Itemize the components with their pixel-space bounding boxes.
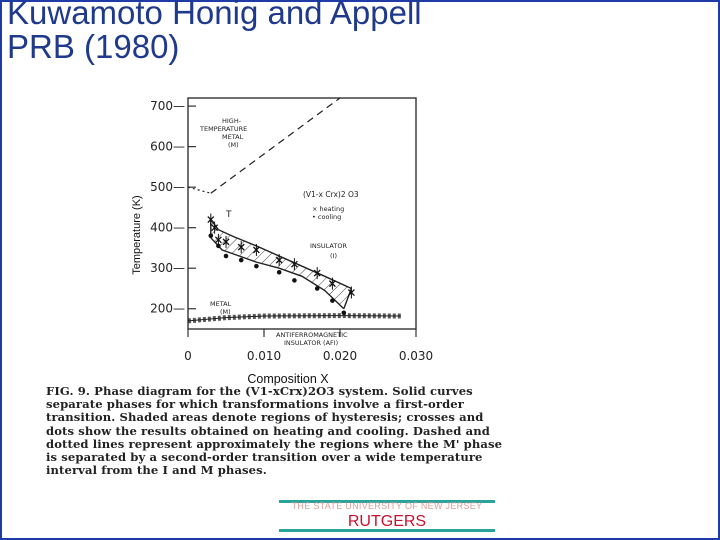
cooling-point — [216, 244, 221, 249]
x-tick-label: 0.020 — [322, 349, 358, 363]
university-name: THE STATE UNIVERSITY OF NEW JERSEY — [291, 501, 483, 511]
annotation-mprime: T — [226, 210, 232, 220]
y-tick-label: 400— — [150, 220, 185, 235]
annotation-insulator-2: (I) — [330, 252, 337, 260]
legend-cooling: • cooling — [312, 213, 342, 221]
cooling-point — [224, 254, 229, 259]
annotation-insulator-1: INSULATOR — [310, 242, 347, 250]
cooling-point — [342, 310, 347, 315]
cooling-point — [209, 233, 214, 238]
annotation-metal-1: METAL — [210, 300, 232, 308]
y-tick-label: 300— — [150, 261, 185, 276]
y-tick-label: 600— — [150, 139, 185, 154]
annotation-formula: (V1-x Crx)2 O3 — [303, 190, 359, 199]
title-line-1: Kuwamoto Honig and Appell — [7, 0, 422, 31]
annotation-high-temp-2: TEMPERATURE — [200, 125, 248, 133]
dotted-boundary-line — [188, 187, 211, 193]
y-tick-label: 200— — [150, 301, 185, 316]
axes — [150, 99, 433, 363]
cooling-point — [292, 278, 297, 283]
figure-caption: FIG. 9. Phase diagram for the (V1-xCrx)2O3 system. Solid curves separate phases for which transformations involve a first-order transition. Shaded areas denote regions of hysteresis; crosses and dots show the results obtained on heating and cooling. Dashed and dotted lines represent approximately the regions where the M' phase is separated by a second-order transition over a wide temperature interval from the I and M phases. — [46, 384, 503, 478]
x-tick-label: 0 — [184, 349, 192, 363]
rutgers-wordmark: RUTGERS — [347, 513, 427, 530]
cooling-point — [277, 270, 282, 275]
y-tick-label: 500— — [150, 180, 185, 195]
title-line-2: PRB (1980) — [7, 28, 180, 65]
annotation-high-temp-4: (M) — [228, 141, 239, 149]
cooling-point — [315, 286, 320, 291]
cooling-point — [239, 258, 244, 263]
annotation-high-temp-3: METAL — [222, 133, 244, 141]
x-tick-label: 0.030 — [398, 349, 434, 363]
annotation-afi-1: ANTIFERROMAGNETIC — [276, 331, 348, 339]
annotation-metal-2: (M) — [220, 308, 231, 316]
y-axis-label: Temperature (K) — [131, 195, 143, 275]
x-axis-label: Composition X — [247, 372, 329, 386]
cooling-point — [254, 264, 259, 269]
x-tick-label: 0.010 — [246, 349, 282, 363]
y-tick-label: 700— — [150, 99, 185, 114]
cooling-point — [330, 298, 335, 303]
annotation-high-temp-1: HIGH- — [222, 117, 242, 125]
legend-heating: × heating — [312, 205, 345, 213]
annotation-afi-2: INSULATOR (AFI) — [284, 339, 339, 347]
